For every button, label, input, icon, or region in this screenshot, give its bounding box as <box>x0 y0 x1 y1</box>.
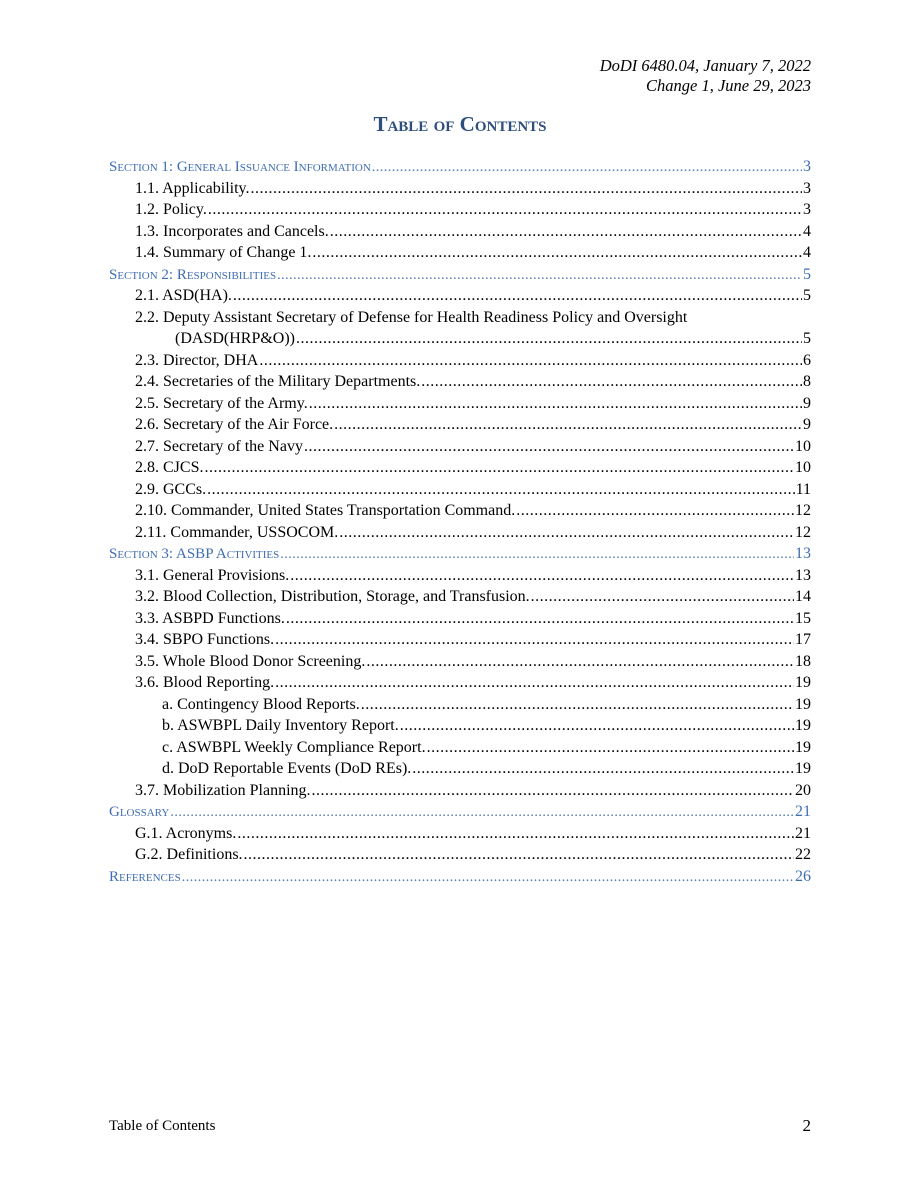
toc-entry[interactable] <box>109 866 811 888</box>
toc-entry[interactable] <box>109 844 811 866</box>
toc-entry-label: d. DoD Reportable Events (DoD REs). <box>162 760 412 777</box>
toc-entry-label: 2.5. Secretary of the Army. <box>135 394 308 412</box>
toc-entry-label-cont: (DASD(HRP&O)) <box>175 330 295 347</box>
table-of-contents <box>109 156 811 887</box>
toc-entry[interactable] <box>109 371 811 393</box>
toc-entry-page: 10 <box>795 437 811 455</box>
toc-entry-page: 19 <box>795 695 811 713</box>
toc-entry-label: 1.1. Applicability. <box>135 179 250 197</box>
toc-entry-label: 2.11. Commander, USSOCOM. <box>135 523 339 541</box>
toc-entry[interactable] <box>109 436 811 458</box>
toc-entry[interactable] <box>109 242 811 264</box>
toc-entry-label: References <box>109 868 181 885</box>
toc-entry[interactable] <box>109 393 811 415</box>
toc-entry-page: 17 <box>795 631 811 648</box>
toc-entry[interactable] <box>109 801 811 823</box>
toc-entry-label: a. Contingency Blood Reports. <box>162 695 360 713</box>
toc-entry-page: 4 <box>803 222 811 240</box>
toc-entry-label: 3.6. Blood Reporting. <box>135 674 275 691</box>
dot-leader <box>290 565 794 587</box>
toc-entry-label: Section 2: Responsibilities <box>109 266 277 283</box>
toc-entry-page: 20 <box>795 781 811 799</box>
toc-entry-page: 13 <box>795 545 811 562</box>
toc-entry[interactable] <box>109 758 811 780</box>
dot-leader <box>237 823 794 845</box>
toc-entry-label: 1.3. Incorporates and Cancels. <box>135 222 329 240</box>
toc-entry-page: 21 <box>795 803 811 820</box>
dot-leader <box>182 867 794 889</box>
dot-leader <box>296 328 802 350</box>
dot-leader <box>275 629 794 651</box>
dot-leader <box>312 242 802 264</box>
dot-leader <box>208 199 802 221</box>
dot-leader <box>170 802 794 824</box>
toc-entry-page: 5 <box>803 287 811 304</box>
toc-entry-page: 5 <box>803 330 811 347</box>
toc-entry[interactable] <box>109 629 811 651</box>
title-C: C <box>459 112 475 136</box>
toc-entry[interactable] <box>109 780 811 802</box>
document-header <box>600 56 811 96</box>
dot-leader <box>259 350 802 372</box>
toc-entry-label: Glossary <box>109 804 170 820</box>
toc-entry-page: 19 <box>795 717 811 734</box>
toc-entry[interactable] <box>109 823 811 845</box>
dot-leader <box>312 780 794 802</box>
dot-leader <box>330 221 802 243</box>
toc-entry-page: 9 <box>803 394 811 412</box>
toc-entry[interactable] <box>109 565 811 587</box>
page-title <box>0 112 920 136</box>
toc-entry[interactable] <box>109 608 811 630</box>
dot-leader <box>244 844 794 866</box>
toc-entry[interactable] <box>109 543 811 565</box>
toc-entry[interactable] <box>109 672 811 694</box>
toc-entry-label: 2.8. CJCS. <box>135 459 204 476</box>
toc-entry-label: G.2. Definitions. <box>135 846 243 863</box>
toc-entry-page: 6 <box>803 351 811 369</box>
title-able-of: able of <box>387 112 460 136</box>
toc-entry-page: 9 <box>803 416 811 433</box>
toc-entry-page: 18 <box>795 652 811 670</box>
toc-entry-label: 3.5. Whole Blood Donor Screening. <box>135 652 366 670</box>
footer-page-number: 2 <box>802 1116 811 1135</box>
toc-entry-page: 15 <box>795 609 811 627</box>
toc-entry-label: 2.3. Director, DHA <box>135 351 259 369</box>
toc-entry[interactable] <box>109 199 811 221</box>
toc-entry-page: 22 <box>795 846 811 863</box>
toc-entry[interactable] <box>109 178 811 200</box>
toc-entry-label: 1.4. Summary of Change 1. <box>135 244 312 261</box>
dot-leader <box>304 436 794 458</box>
toc-entry-label: 2.10. Commander, United States Transportation Command. <box>135 502 516 519</box>
dot-leader <box>280 544 794 566</box>
toc-entry[interactable] <box>109 457 811 479</box>
dot-leader <box>427 737 794 759</box>
dot-leader <box>233 285 802 307</box>
dot-leader <box>516 500 794 522</box>
toc-entry-label: 1.2. Policy. <box>135 201 207 218</box>
toc-entry[interactable] <box>109 350 811 372</box>
toc-entry-label: 2.7. Secretary of the Navy <box>135 437 303 455</box>
toc-entry-page: 19 <box>795 674 811 691</box>
toc-entry[interactable] <box>109 586 811 608</box>
toc-entry[interactable] <box>109 285 811 307</box>
toc-entry-page: 3 <box>803 158 811 175</box>
toc-entry-label: 2.9. GCCs. <box>135 480 207 498</box>
dot-leader <box>400 715 794 737</box>
toc-entry-page: 11 <box>795 480 811 498</box>
dot-leader <box>361 694 794 716</box>
dot-leader <box>204 457 794 479</box>
toc-entry-page: 4 <box>803 244 811 261</box>
footer-section-label: Table of Contents <box>109 1118 216 1134</box>
header-doc-id: DoDI 6480.04, January 7, 2022 <box>599 56 811 75</box>
toc-entry-page: 26 <box>795 867 811 885</box>
toc-entry-page: 19 <box>795 760 811 777</box>
toc-entry[interactable] <box>109 694 811 716</box>
toc-entry-label: 3.2. Blood Collection, Distribution, Storage, and Transfusion. <box>135 588 530 605</box>
dot-leader <box>339 522 794 544</box>
dot-leader <box>531 586 794 608</box>
dot-leader <box>251 178 802 200</box>
header-change: Change 1, June 29, 2023 <box>646 76 811 95</box>
toc-entry-label: 2.6. Secretary of the Air Force. <box>135 416 334 433</box>
dot-leader <box>366 651 794 673</box>
toc-entry-page: 3 <box>803 179 811 197</box>
toc-entry-label: 3.4. SBPO Functions. <box>135 631 275 648</box>
toc-entry-label: c. ASWBPL Weekly Compliance Report. <box>162 738 426 756</box>
toc-entry[interactable] <box>109 715 811 737</box>
toc-entry-page: 12 <box>795 523 811 541</box>
toc-entry[interactable] <box>109 307 811 350</box>
toc-entry-page: 3 <box>803 201 811 218</box>
toc-entry-label: b. ASWBPL Daily Inventory Report. <box>162 717 399 734</box>
toc-entry[interactable] <box>109 479 811 501</box>
toc-entry-label: 3.7. Mobilization Planning. <box>135 781 311 799</box>
toc-entry-page: 21 <box>795 824 811 842</box>
toc-entry-page: 14 <box>795 588 811 605</box>
dot-leader <box>334 414 802 436</box>
toc-entry-label: 3.1. General Provisions. <box>135 566 290 584</box>
dot-leader <box>372 157 802 179</box>
dot-leader <box>421 371 802 393</box>
toc-entry-label: Section 1: General Issuance Information <box>109 159 371 175</box>
toc-entry-label: 3.3. ASBPD Functions. <box>135 609 285 627</box>
toc-entry-label: 2.1. ASD(HA). <box>135 287 232 304</box>
dot-leader <box>275 672 794 694</box>
toc-entry-page: 13 <box>795 566 811 584</box>
toc-entry-label: 2.2. Deputy Assistant Secretary of Defense for Health Readiness Policy and Oversight <box>135 308 688 326</box>
toc-entry-page: 10 <box>795 459 811 476</box>
dot-leader <box>207 479 794 501</box>
toc-entry-label: 2.4. Secretaries of the Military Departments. <box>135 373 421 390</box>
title-T: T <box>373 112 388 136</box>
toc-entry-page: 5 <box>803 265 811 283</box>
toc-entry[interactable] <box>109 264 811 286</box>
toc-entry[interactable] <box>109 737 811 759</box>
toc-entry-page: 8 <box>803 373 811 390</box>
dot-leader <box>309 393 802 415</box>
toc-entry-label: G.1. Acronyms. <box>135 824 237 842</box>
toc-entry-label: Section 3: ASBP Activities <box>109 546 280 562</box>
toc-entry-page: 12 <box>795 502 811 519</box>
toc-entry[interactable] <box>109 156 811 178</box>
dot-leader <box>286 608 794 630</box>
toc-entry[interactable] <box>109 651 811 673</box>
toc-entry[interactable] <box>109 221 811 243</box>
dot-leader <box>277 265 802 287</box>
toc-entry-page: 19 <box>795 738 811 756</box>
toc-entry[interactable] <box>109 414 811 436</box>
toc-entry[interactable] <box>109 500 811 522</box>
dot-leader <box>412 758 794 780</box>
title-ontents: ontents <box>474 112 547 136</box>
toc-entry[interactable] <box>109 522 811 544</box>
